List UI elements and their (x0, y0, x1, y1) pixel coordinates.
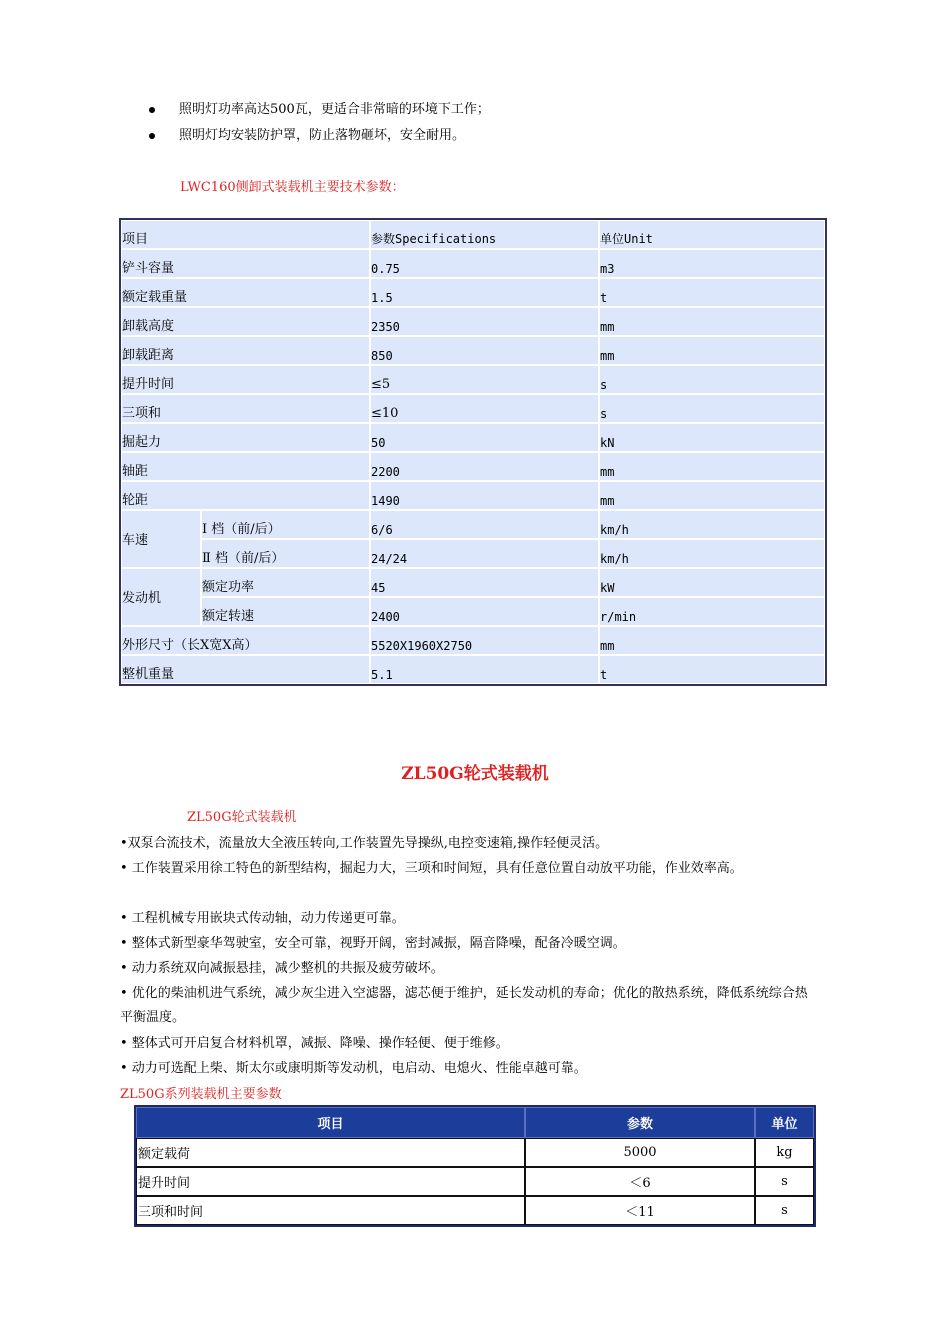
row-unit: t (599, 278, 825, 307)
row-label: 三项和时间 (136, 1196, 525, 1225)
feature-paragraph: • 动力系统双向减振悬挂，减少整机的共振及疲劳破坏。 (120, 961, 444, 976)
row-unit: kN (599, 423, 825, 452)
list-item (146, 126, 490, 152)
row-label: 铲斗容量 (121, 249, 370, 278)
row-unit: mm (599, 452, 825, 481)
row-value: 24/24 (370, 539, 599, 568)
row-value: ＜11 (525, 1196, 755, 1225)
row-unit: kW (599, 568, 825, 597)
row-label: 额定功率 (201, 568, 370, 597)
table-row (121, 423, 825, 452)
row-unit: km/h (599, 510, 825, 539)
row-value: 45 (370, 568, 599, 597)
table-row (121, 597, 825, 626)
engine-label: 发动机 (121, 568, 201, 626)
table-row (121, 394, 825, 423)
row-value: ＜6 (525, 1167, 755, 1196)
row-label: 额定载荷 (136, 1138, 525, 1167)
row-label: 外形尺寸（长X宽X高） (121, 626, 370, 655)
table-row (121, 452, 825, 481)
bullet-text: 照明灯均安装防护罩，防止落物砸坏，安全耐用。 (179, 128, 466, 143)
table-row (121, 249, 825, 278)
row-value: 2200 (370, 452, 599, 481)
row-unit: mm (599, 481, 825, 510)
row-value: 50 (370, 423, 599, 452)
feature-paragraph: •双泵合流技术，流量放大全液压转向,工作装置先导操纵,电控变速箱,操作轻便灵活。 (120, 836, 609, 851)
zl50g-subheading: ZL50G轮式装载机 (187, 810, 297, 825)
row-unit: t (599, 655, 825, 684)
feature-paragraph: • 工程机械专用嵌块式传动轴，动力传递更可靠。 (120, 911, 405, 926)
table-row (121, 336, 825, 365)
row-label: 卸载距离 (121, 336, 370, 365)
row-label: 三项和 (121, 394, 370, 423)
row-label: 额定转速 (201, 597, 370, 626)
row-value: 2400 (370, 597, 599, 626)
row-unit: r/min (599, 597, 825, 626)
header-item: 项目 (121, 220, 370, 249)
row-label: 卸载高度 (121, 307, 370, 336)
feature-paragraph: • 整体式可开启复合材料机罩，减振、降噪、操作轻便、便于维修。 (120, 1036, 509, 1051)
row-value: ≤10 (370, 394, 599, 423)
table-row (136, 1196, 814, 1225)
row-unit: s (599, 365, 825, 394)
row-unit: mm (599, 307, 825, 336)
row-label: 提升时间 (121, 365, 370, 394)
feature-paragraph: • 优化的柴油机进气系统，减少灰尘进入空滤器，滤芯便于维护，延长发动机的寿命；优化的散热系统，降低系统综合热平衡温度。 (120, 986, 808, 1025)
row-value: ≤5 (370, 365, 599, 394)
row-value: 6/6 (370, 510, 599, 539)
table-header-row (136, 1107, 814, 1138)
row-label: 额定载重量 (121, 278, 370, 307)
header-spec: 参数Specifications (370, 220, 599, 249)
header-unit: 单位 (755, 1107, 814, 1138)
header-item: 项目 (136, 1107, 525, 1138)
row-value: 0.75 (370, 249, 599, 278)
row-unit: s (755, 1167, 814, 1196)
table-row (136, 1138, 814, 1167)
table-row (121, 539, 825, 568)
header-param: 参数 (525, 1107, 755, 1138)
row-value: 1490 (370, 481, 599, 510)
row-label: 掘起力 (121, 423, 370, 452)
row-value: 850 (370, 336, 599, 365)
row-unit: mm (599, 336, 825, 365)
table-row (121, 568, 825, 597)
row-label: 整机重量 (121, 655, 370, 684)
table-row (121, 626, 825, 655)
lwc160-spec-table (119, 218, 827, 686)
row-label: 轮距 (121, 481, 370, 510)
row-label: Ⅰ 档（前/后） (201, 510, 370, 539)
row-unit: kg (755, 1138, 814, 1167)
row-unit: m3 (599, 249, 825, 278)
table-row (136, 1167, 814, 1196)
table-row (121, 655, 825, 684)
feature-paragraph: • 工作装置采用徐工特色的新型结构，掘起力大，三项和时间短，具有任意位置自动放平功能，作业效率高。 (120, 861, 743, 876)
row-label: 轴距 (121, 452, 370, 481)
header-unit: 单位Unit (599, 220, 825, 249)
row-unit: km/h (599, 539, 825, 568)
row-label: Ⅱ 档（前/后） (201, 539, 370, 568)
bullet-text: 照明灯功率高达500瓦，更适合非常暗的环境下工作； (179, 102, 490, 117)
bullet-dot-icon (149, 133, 155, 139)
table-row (121, 365, 825, 394)
table-row (121, 278, 825, 307)
row-value: 1.5 (370, 278, 599, 307)
feature-paragraph: • 整体式新型豪华驾驶室，安全可靠，视野开阔，密封减振，隔音降噪，配备冷暖空调。 (120, 936, 626, 951)
top-bullet-list (146, 100, 490, 152)
bullet-dot-icon (149, 107, 155, 113)
zl50g-heading: ZL50G轮式装载机 (401, 764, 549, 784)
table-row (121, 481, 825, 510)
row-value: 2350 (370, 307, 599, 336)
zl50g-table-title: ZL50G系列装载机主要参数 (120, 1087, 282, 1102)
list-item (146, 100, 490, 126)
table-row (121, 307, 825, 336)
row-label: 提升时间 (136, 1167, 525, 1196)
speed-label: 车速 (121, 510, 201, 568)
row-unit: mm (599, 626, 825, 655)
row-unit: s (755, 1196, 814, 1225)
feature-paragraph: • 动力可选配上柴、斯太尔或康明斯等发动机，电启动、电熄火、性能卓越可靠。 (120, 1061, 587, 1076)
table-header-row (121, 220, 825, 249)
row-value: 5.1 (370, 655, 599, 684)
row-value: 5520X1960X2750 (370, 626, 599, 655)
lwc160-table-title: LWC160侧卸式装载机主要技术参数： (180, 180, 405, 195)
row-unit: s (599, 394, 825, 423)
zl50g-spec-table (134, 1105, 816, 1227)
row-value: 5000 (525, 1138, 755, 1167)
table-row (121, 510, 825, 539)
